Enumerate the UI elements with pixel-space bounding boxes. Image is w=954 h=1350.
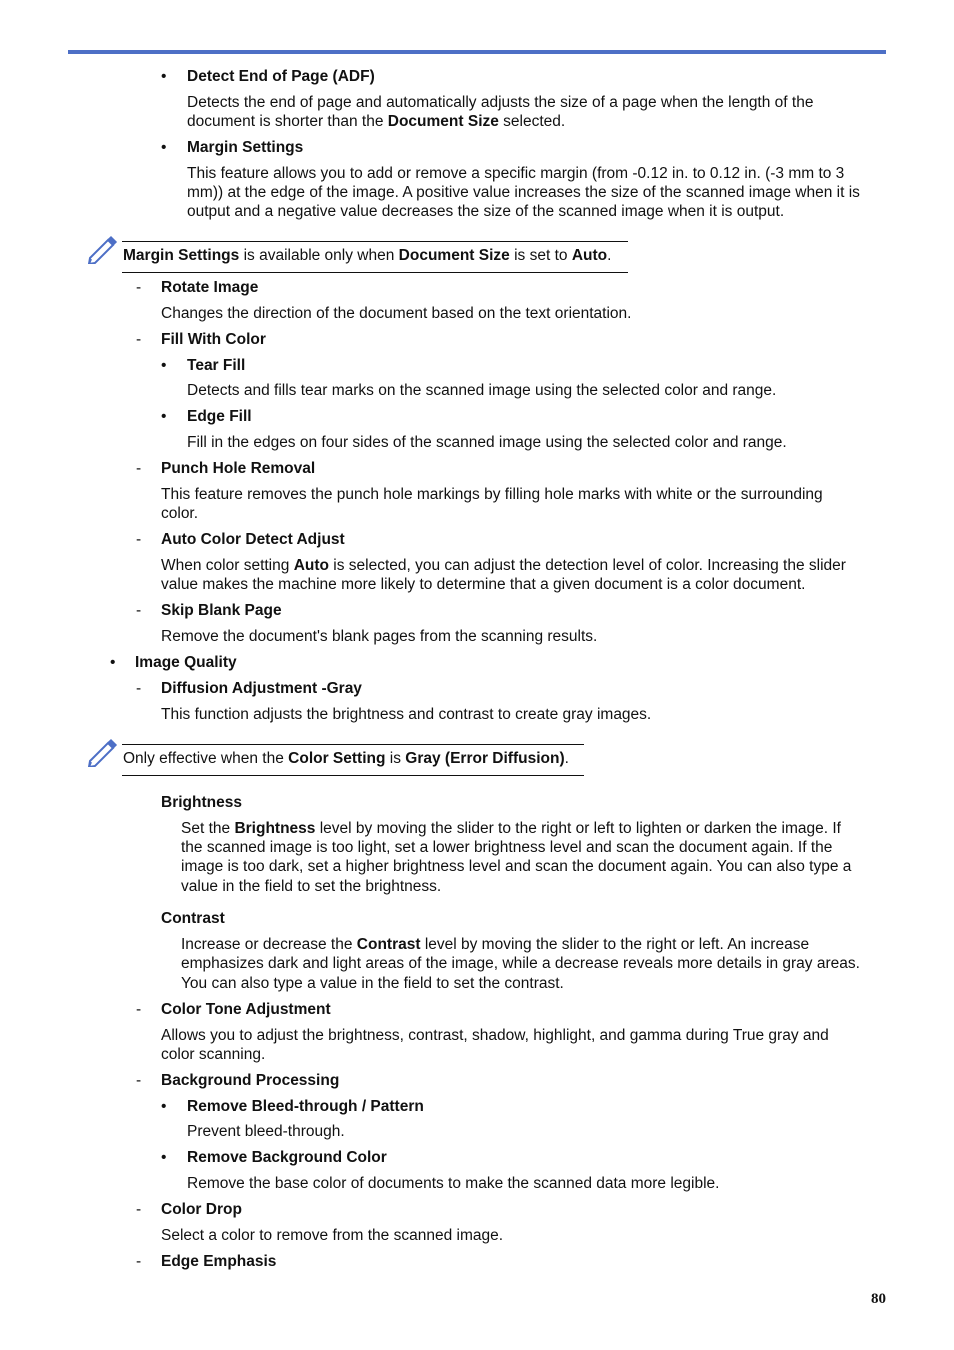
bullet: • <box>161 357 167 374</box>
item-title-color-drop: Color Drop <box>161 1201 242 1218</box>
item-desc: Detects the end of page and automatically adjusts the size of a page when the length of the <box>187 94 814 111</box>
bullet: • <box>161 1149 167 1166</box>
item-desc: When color setting Auto is selected, you can adjust the detection level of color. Increasing the slider <box>161 557 846 574</box>
item-desc: mm)) at the edge of the image. A positive value increases the size of the scanned image when it is <box>187 184 860 201</box>
item-desc: value makes the machine more likely to determine that a given document is a color document. <box>161 576 806 593</box>
item-desc: Changes the direction of the document based on the text orientation. <box>161 305 632 322</box>
bullet: • <box>161 408 167 425</box>
item-desc: This feature removes the punch hole markings by filling hole marks with white or the surrounding <box>161 486 823 503</box>
dash-bullet: - <box>136 279 142 296</box>
dash-bullet: - <box>136 1201 142 1218</box>
bullet: • <box>161 139 167 156</box>
note-bottom-rule <box>122 272 628 273</box>
item-title-margin: Margin Settings <box>187 139 304 156</box>
page-number: 80 <box>871 1291 886 1307</box>
bullet: • <box>161 1098 167 1115</box>
item-desc: image is too dark, set a higher brightness level and scan the document again. You can also type a <box>181 858 852 875</box>
item-title-skip-blank: Skip Blank Page <box>161 602 282 619</box>
item-title-diffusion: Diffusion Adjustment -Gray <box>161 680 362 697</box>
item-desc: This function adjusts the brightness and contrast to create gray images. <box>161 706 652 723</box>
item-desc: Prevent bleed-through. <box>187 1123 345 1140</box>
item-title-fill-color: Fill With Color <box>161 331 266 348</box>
item-desc: Remove the base color of documents to make the scanned data more legible. <box>187 1175 720 1192</box>
item-desc: Set the Brightness level by moving the slider to the right or left to lighten or darken the image. If <box>181 820 841 837</box>
item-title-bleed: Remove Bleed-through / Pattern <box>187 1098 424 1115</box>
item-desc: output and a negative value decreases the size of the scanned image when it is output. <box>187 203 785 220</box>
item-title-punch: Punch Hole Removal <box>161 460 316 477</box>
note-top-rule <box>122 241 628 242</box>
note-text: Only effective when the Color Setting is Gray (Error Diffusion). <box>123 750 569 767</box>
note-bottom-rule <box>122 775 584 776</box>
dash-bullet: - <box>136 1001 142 1018</box>
dash-bullet: - <box>136 1072 142 1089</box>
item-desc: Select a color to remove from the scanned image. <box>161 1227 504 1244</box>
item-desc: emphasizes dark and light areas of the image, while a decrease reveals more details in gray areas. <box>181 955 860 972</box>
item-title-tear-fill: Tear Fill <box>187 357 246 374</box>
bullet: • <box>161 68 167 85</box>
item-title-auto-color: Auto Color Detect Adjust <box>161 531 345 548</box>
header-rule <box>68 50 886 54</box>
pencil-note-icon <box>86 234 118 264</box>
bullet: • <box>110 654 116 671</box>
dash-bullet: - <box>136 460 142 477</box>
item-title-rotate: Rotate Image <box>161 279 259 296</box>
note-top-rule <box>122 744 584 745</box>
dash-bullet: - <box>136 680 142 697</box>
item-title-image-quality: Image Quality <box>135 654 237 671</box>
item-desc: Detects and fills tear marks on the scanned image using the selected color and range. <box>187 382 777 399</box>
item-title-detect-end: Detect End of Page (ADF) <box>187 68 375 85</box>
pencil-note-icon <box>86 737 118 767</box>
item-desc: value in the field to set the brightness. <box>181 878 442 895</box>
item-desc: the scanned image is too light, set a lower brightness level and scan the document again. If the <box>181 839 833 856</box>
item-title-edge-fill: Edge Fill <box>187 408 252 425</box>
item-title-background: Background Processing <box>161 1072 340 1089</box>
item-title-color-tone: Color Tone Adjustment <box>161 1001 331 1018</box>
item-desc: Increase or decrease the Contrast level by moving the slider to the right or left. An increase <box>181 936 810 953</box>
dash-bullet: - <box>136 1253 142 1270</box>
subheading-contrast: Contrast <box>161 910 225 927</box>
item-desc: Remove the document's blank pages from the scanning results. <box>161 628 598 645</box>
item-desc: Allows you to adjust the brightness, contrast, shadow, highlight, and gamma during True gray and <box>161 1027 829 1044</box>
item-desc: Fill in the edges on four sides of the scanned image using the selected color and range. <box>187 434 787 451</box>
dash-bullet: - <box>136 531 142 548</box>
note-text: Margin Settings is available only when Document Size is set to Auto. <box>123 247 612 264</box>
item-title-bg-color: Remove Background Color <box>187 1149 387 1166</box>
dash-bullet: - <box>136 602 142 619</box>
item-desc: You can also type a value in the field to set the contrast. <box>181 975 564 992</box>
item-desc: color. <box>161 505 199 522</box>
item-desc: document is shorter than the Document Size selected. <box>187 113 566 130</box>
item-desc: This feature allows you to add or remove a specific margin (from -0.12 in. to 0.12 in. (-3 mm to 3 <box>187 165 845 182</box>
dash-bullet: - <box>136 331 142 348</box>
subheading-brightness: Brightness <box>161 794 242 811</box>
item-desc: color scanning. <box>161 1046 266 1063</box>
item-title-edge-emphasis: Edge Emphasis <box>161 1253 277 1270</box>
